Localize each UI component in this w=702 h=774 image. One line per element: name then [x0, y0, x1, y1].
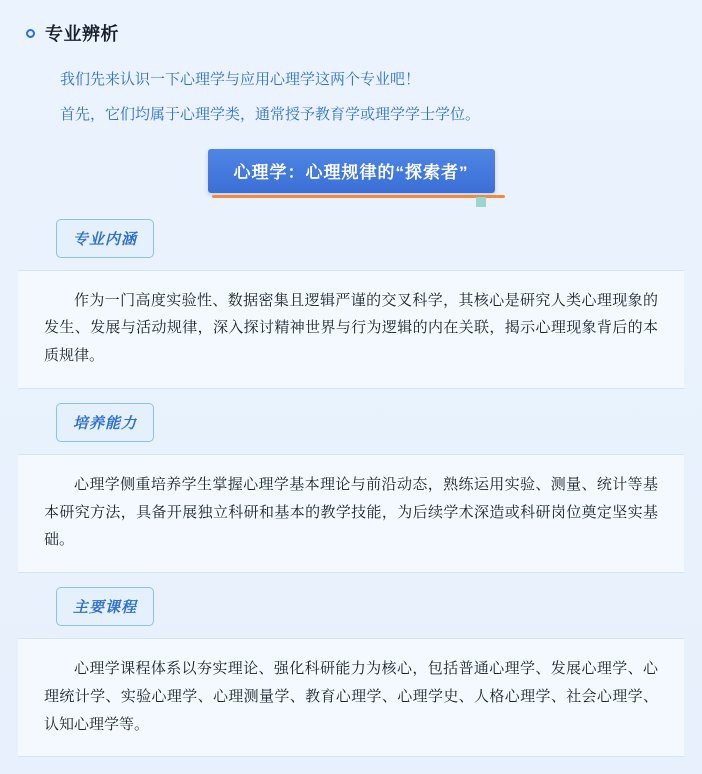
decorative-square-icon — [476, 197, 486, 207]
block-text-2: 心理学侧重培养学生掌握心理学基本理论与前沿动态，熟练运用实验、测量、统计等基本研究方法，具备开展独立科研和基本的教学技能，为后续学术深造或科研岗位奠定坚实基础。 — [44, 475, 658, 549]
content-block-3 — [18, 587, 684, 757]
block-tag-2: 培养能力 — [56, 403, 154, 442]
block-tag-3: 主要课程 — [56, 587, 154, 626]
block-body-3 — [18, 638, 684, 757]
intro-paragraphs — [18, 68, 684, 127]
page-title: 专业辨析 — [45, 24, 119, 44]
intro-line-1: 我们先来认识一下心理学与应用心理学这两个专业吧！ — [60, 71, 421, 88]
block-body-2 — [18, 454, 684, 573]
intro-line-2: 首先，它们均属于心理学类，通常授予教育学或理学学士学位。 — [60, 106, 481, 124]
block-body-1 — [18, 270, 684, 389]
block-text-1: 作为一门高度实验性、数据密集且逻辑严谨的交叉科学，其核心是研究人类心理现象的发生、发展与活动规律，深入探讨精神世界与行为逻辑的内在关联，揭示心理现象背后的本质规律。 — [44, 291, 658, 364]
content-block-2 — [18, 403, 684, 573]
banner-title: 心理学：心理规律的“探索者” — [208, 149, 495, 193]
block-text-3: 心理学课程体系以夯实理论、强化科研能力为核心，包括普通心理学、发展心理学、心理统计学、实验心理学、心理测量学、教育心理学、心理学史、人格心理学、社会心理学、认知心理学等。 — [44, 660, 658, 733]
content-block-1 — [18, 219, 684, 389]
section-heading — [18, 20, 684, 46]
bullet-dot-icon — [26, 29, 35, 38]
banner-container — [18, 149, 684, 193]
block-tag-1: 专业内涵 — [56, 219, 154, 258]
